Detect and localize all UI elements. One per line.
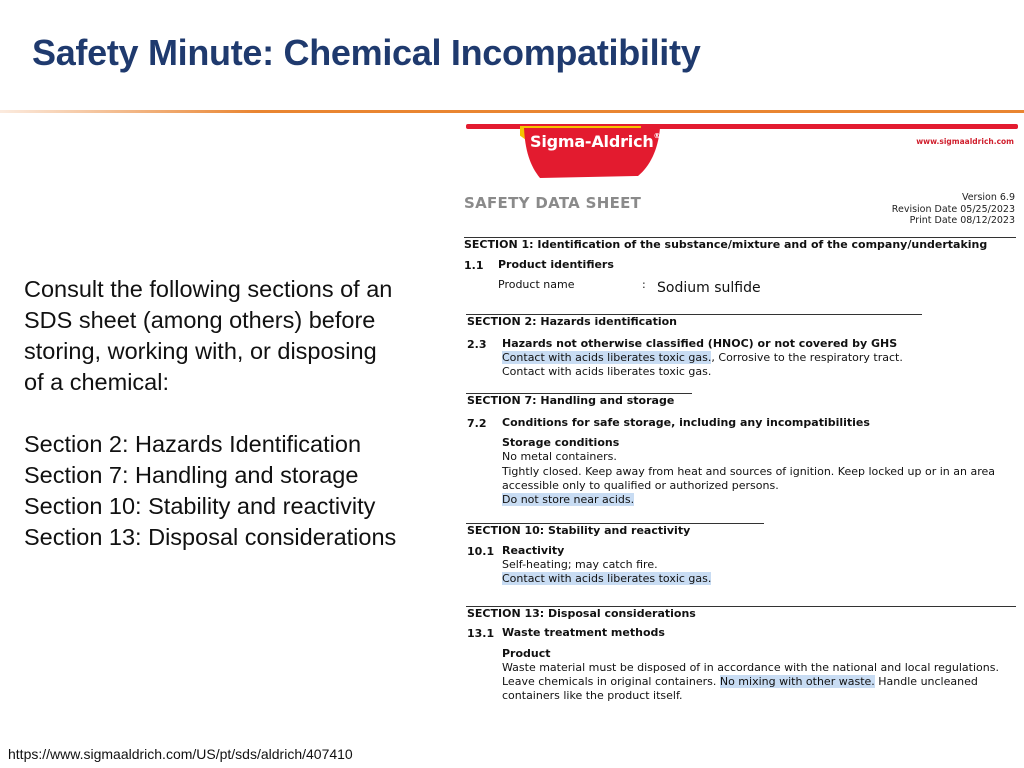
section-10-line bbox=[502, 572, 711, 586]
section-2-3-title: Hazards not otherwise classified (HNOC) or not covered by GHS bbox=[502, 337, 898, 350]
storage-conditions-heading: Storage conditions bbox=[502, 436, 620, 449]
brand-website: www.sigmaaldrich.com bbox=[916, 137, 1014, 146]
version: Version 6.9 bbox=[961, 192, 1015, 203]
section-1-1-title: Product identifiers bbox=[498, 258, 614, 271]
section-13-line bbox=[502, 675, 978, 689]
intro-line: Consult the following sections of an bbox=[24, 276, 393, 302]
highlighted-text: Contact with acids liberates toxic gas. bbox=[502, 351, 712, 364]
section-13-line-b: Handle uncleaned bbox=[874, 675, 978, 688]
section-7-2-title: Conditions for safe storage, including any incompatibilities bbox=[502, 416, 870, 429]
section-2-line: Contact with acids liberates toxic gas. bbox=[502, 365, 712, 378]
section-1-heading: SECTION 1: Identification of the substance/mixture and of the company/undertaking bbox=[464, 238, 988, 251]
section-2-heading: SECTION 2: Hazards identification bbox=[467, 315, 677, 328]
intro-paragraph bbox=[24, 274, 444, 398]
section-list-item: Section 7: Handling and storage bbox=[24, 462, 359, 488]
section-10-line: Self-heating; may catch fire. bbox=[502, 558, 658, 571]
section-1-1-number: 1.1 bbox=[464, 259, 484, 272]
section-7-line: accessible only to qualified or authorized persons. bbox=[502, 479, 779, 492]
highlighted-text: No mixing with other waste. bbox=[719, 675, 875, 688]
section-7-line: Tightly closed. Keep away from heat and sources of ignition. Keep locked up or in an area bbox=[502, 465, 996, 478]
intro-line: storing, working with, or disposing bbox=[24, 338, 377, 364]
highlighted-text: Contact with acids liberates toxic gas. bbox=[502, 572, 712, 585]
section-10-1-title: Reactivity bbox=[502, 544, 565, 557]
section-13-1-number: 13.1 bbox=[467, 627, 495, 640]
source-link[interactable]: https://www.sigmaaldrich.com/US/pt/sds/aldrich/407410 bbox=[8, 746, 353, 762]
section-7-line: No metal containers. bbox=[502, 450, 617, 463]
print-date: Print Date 08/12/2023 bbox=[909, 215, 1015, 226]
product-name-label: Product name bbox=[498, 278, 575, 291]
section-10-1-number: 10.1 bbox=[467, 545, 495, 558]
product-heading: Product bbox=[502, 647, 551, 660]
section-13-line: containers like the product itself. bbox=[502, 689, 683, 702]
title-divider bbox=[0, 110, 1024, 113]
section-list-item: Section 2: Hazards Identification bbox=[24, 431, 362, 457]
section-2-line bbox=[502, 351, 903, 365]
version-block bbox=[892, 192, 1015, 227]
section-7-2-number: 7.2 bbox=[467, 417, 487, 430]
sds-title: SAFETY DATA SHEET bbox=[464, 194, 642, 212]
section-2-line-rest: , Corrosive to the respiratory tract. bbox=[711, 351, 903, 364]
section-13-line-a: Leave chemicals in original containers. bbox=[502, 675, 720, 688]
section-list bbox=[24, 429, 444, 553]
section-list-item: Section 10: Stability and reactivity bbox=[24, 493, 376, 519]
brand-name bbox=[530, 132, 660, 151]
section-2-3-number: 2.3 bbox=[467, 338, 487, 351]
sds-excerpt bbox=[460, 120, 1020, 710]
brand-registered-mark: ® bbox=[653, 132, 661, 140]
revision-date: Revision Date 05/25/2023 bbox=[891, 203, 1015, 215]
product-name: Sodium sulfide bbox=[657, 280, 761, 296]
section-7-heading: SECTION 7: Handling and storage bbox=[467, 394, 675, 407]
section-13-1-title: Waste treatment methods bbox=[502, 626, 665, 639]
body-text bbox=[24, 274, 444, 584]
sigma-aldrich-logo-shape bbox=[520, 122, 700, 182]
intro-line: of a chemical: bbox=[24, 369, 169, 395]
brand-text: Sigma-Aldrich bbox=[530, 132, 654, 151]
section-13-line: Waste material must be disposed of in accordance with the national and local regulations. bbox=[502, 661, 999, 674]
section-13-heading: SECTION 13: Disposal considerations bbox=[467, 607, 696, 620]
product-name-colon: : bbox=[642, 278, 646, 291]
highlighted-text: Do not store near acids. bbox=[502, 493, 635, 506]
slide-title: Safety Minute: Chemical Incompatibility bbox=[32, 32, 701, 73]
intro-line: SDS sheet (among others) before bbox=[24, 307, 376, 333]
section-7-line bbox=[502, 493, 634, 507]
section-list-item: Section 13: Disposal considerations bbox=[24, 524, 397, 550]
section-10-heading: SECTION 10: Stability and reactivity bbox=[467, 524, 691, 537]
